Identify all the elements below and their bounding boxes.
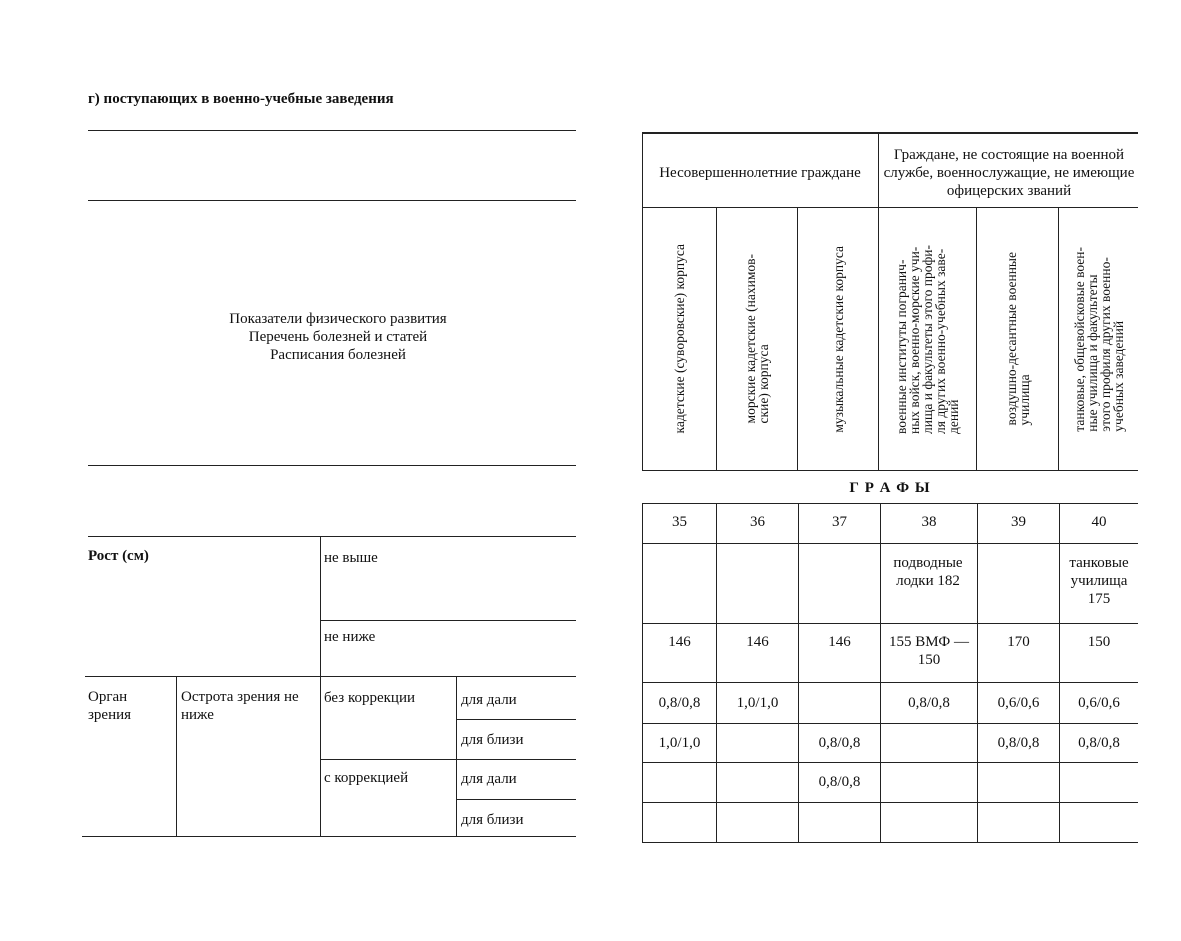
table-cell: 146 (746, 634, 769, 650)
table-cell: 0,8/0,8 (658, 695, 701, 711)
table-cell: 155 ВМФ — 150 (889, 634, 969, 668)
group-header-minors: Несовершеннолетние граждане (659, 165, 861, 181)
column-number: 37 (832, 514, 847, 530)
table-cell: 1,0/1,0 (736, 695, 779, 711)
table-cell: 1,0/1,0 (658, 735, 701, 751)
table-cell: 146 (828, 634, 851, 650)
organ-label: Орган зрения (88, 689, 132, 723)
rule (1059, 503, 1060, 842)
column-number: 35 (672, 514, 687, 530)
rule (88, 200, 576, 201)
rule (878, 132, 879, 470)
table-cell: 0,8/0,8 (818, 774, 861, 790)
columns-caption: Г Р А Ф Ы (849, 480, 931, 496)
table-cell: 170 (1007, 634, 1030, 650)
rule (320, 620, 576, 621)
height-label: Рост (см) (88, 548, 149, 564)
rule (716, 207, 717, 470)
column-header-36: морские кадетские (нахимов- ские) корпуса (743, 254, 771, 424)
rule (88, 536, 576, 537)
group-header-civilians: Граждане, не состоящие на военной службе, военнослужащие, не имеющие офицерских званий (883, 147, 1135, 199)
rule (320, 759, 576, 760)
rule (176, 676, 177, 836)
table-cell: 0,8/0,8 (997, 735, 1040, 751)
table-cell: 0,6/0,6 (1078, 695, 1120, 711)
table-cell: 150 (1087, 634, 1111, 650)
not-lower-label: не ниже (324, 629, 376, 645)
table-cell: танковые училища 175 (1069, 555, 1129, 607)
column-header-35: кадетские (суворовские) корпуса (672, 244, 687, 434)
near-label: для близи (461, 732, 524, 748)
center-title-line-3: Расписания болезней (270, 347, 406, 363)
column-number: 36 (750, 514, 765, 530)
section-heading: г) поступающих в военно-учебные заведения (88, 91, 394, 107)
rule (976, 207, 977, 470)
column-number: 38 (921, 514, 937, 530)
column-number: 40 (1091, 514, 1107, 530)
rule (320, 536, 321, 836)
rule (82, 836, 576, 837)
rule (977, 503, 978, 842)
table-cell: подводные лодки 182 (893, 555, 963, 589)
rule (1058, 207, 1059, 470)
far-label: для дали (461, 771, 517, 787)
rule (88, 130, 576, 131)
acuity-label: Острота зрения не ниже (181, 689, 299, 723)
rule (716, 503, 717, 842)
rule (88, 465, 576, 466)
column-header-39: воздушно-десантные военные училища (1003, 252, 1032, 426)
center-title (88, 310, 588, 364)
rule (642, 842, 1138, 843)
without-correction-label: без коррекции (324, 690, 416, 706)
column-header-37: музыкальные кадетские корпуса (830, 245, 846, 433)
rule (798, 503, 799, 842)
rule (797, 207, 798, 470)
rule (880, 503, 881, 842)
table-cell: 0,8/0,8 (818, 735, 861, 751)
table-cell: 0,6/0,6 (997, 695, 1040, 711)
table-cell: 0,8/0,8 (908, 695, 950, 711)
rule (456, 676, 457, 836)
rule (456, 799, 576, 800)
rule (642, 132, 643, 470)
rule (642, 503, 643, 842)
center-title-line-2: Перечень болезней и статей (248, 329, 428, 345)
column-header-38: военные институты погранич- ных войск, военно-морские учи- лища и факультеты этого профи- ля других военно-учебных заве- дений (894, 244, 961, 434)
not-higher-label: не выше (324, 550, 378, 566)
rule (85, 676, 576, 677)
column-number: 39 (1011, 514, 1026, 530)
rule (456, 719, 576, 720)
rule (642, 132, 1138, 134)
table-cell: 146 (668, 634, 691, 650)
rule (642, 470, 1138, 471)
near-label: для близи (461, 812, 524, 828)
column-header-40: танковые, общевойсковые воен- ные училища и факультеты этого профиля других военно- учебных заведений (1072, 246, 1126, 432)
table-cell: 0,8/0,8 (1078, 735, 1120, 751)
center-title-line-1: Показатели физического развития (229, 311, 447, 327)
far-label: для дали (461, 692, 517, 708)
with-correction-label: с коррекцией (324, 770, 409, 786)
